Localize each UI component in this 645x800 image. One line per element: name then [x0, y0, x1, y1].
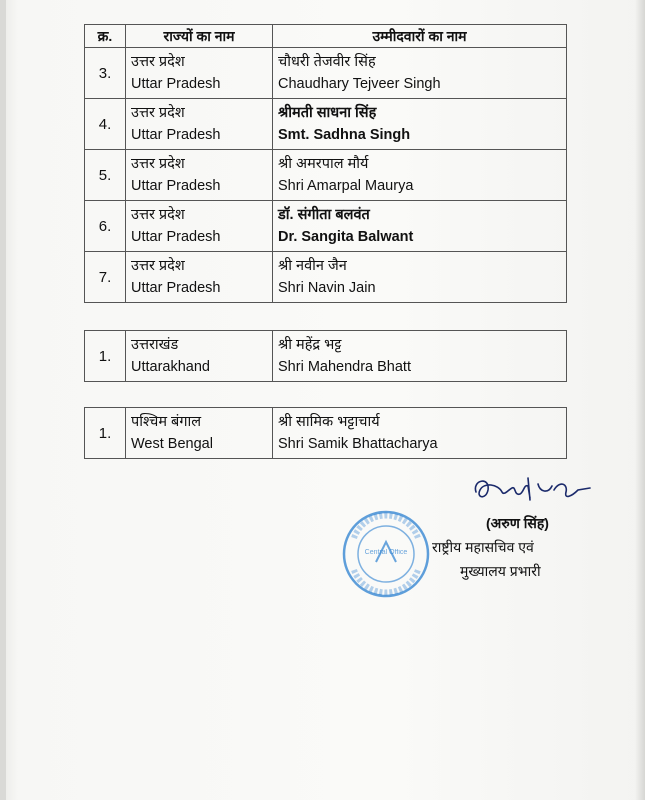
state-name-hindi: उत्तर प्रदेश [131, 258, 185, 274]
header-serial-number: क्र. [85, 25, 126, 48]
table-header-row [85, 25, 567, 48]
row-number: 6. [85, 201, 126, 252]
row-number: 3. [85, 48, 126, 99]
candidate-name-english: Smt. Sadhna Singh [278, 127, 411, 143]
candidate-name-english: Shri Amarpal Maurya [278, 178, 414, 194]
table-row [85, 252, 567, 303]
table-row [85, 150, 567, 201]
header-state-name: राज्यों का नाम [126, 25, 273, 48]
table-row [85, 201, 567, 252]
handwritten-signature [468, 470, 598, 510]
state-name-english: Uttar Pradesh [131, 280, 221, 296]
state-name-hindi: पश्चिम बंगाल [131, 414, 202, 430]
candidate-name-hindi: श्री महेंद्र भट्ट [278, 337, 342, 353]
signatory-title-line2: मुख्यालय प्रभारी [460, 563, 541, 579]
candidate-name-hindi: डॉ. संगीता बलवंत [278, 207, 370, 223]
candidate-name-hindi: श्री नवीन जैन [278, 258, 347, 274]
state-name-english: Uttar Pradesh [131, 229, 221, 245]
state-name-english: Uttarakhand [131, 359, 210, 375]
candidate-name-english: Dr. Sangita Balwant [278, 229, 414, 245]
state-name-hindi: उत्तर प्रदेश [131, 156, 185, 172]
table-row [85, 331, 567, 382]
candidates-table-west-bengal [84, 407, 567, 459]
candidate-name-english: Shri Mahendra Bhatt [278, 359, 411, 375]
signatory-title-line1: राष्ट्रीय महासचिव एवं [432, 539, 534, 555]
state-name-hindi: उत्तर प्रदेश [131, 54, 185, 70]
row-number: 7. [85, 252, 126, 303]
svg-text:Central Office: Central Office [364, 549, 408, 556]
candidate-name-hindi: श्रीमती साधना सिंह [278, 105, 377, 121]
candidate-name-hindi: श्री अमरपाल मौर्य [278, 156, 369, 172]
party-seal-stamp [340, 508, 432, 600]
table-row [85, 99, 567, 150]
state-name-english: Uttar Pradesh [131, 127, 221, 143]
candidate-name-english: Chaudhary Tejveer Singh [278, 76, 441, 92]
candidate-name-english: Shri Samik Bhattacharya [278, 436, 438, 452]
state-name-hindi: उत्तराखंड [131, 337, 179, 353]
state-name-english: West Bengal [131, 436, 213, 452]
candidate-name-english: Shri Navin Jain [278, 280, 376, 296]
state-name-hindi: उत्तर प्रदेश [131, 207, 185, 223]
candidate-name-hindi: चौधरी तेजवीर सिंह [278, 54, 376, 70]
row-number: 1. [85, 331, 126, 382]
signatory-name: (अरुण सिंह) [486, 515, 549, 531]
header-candidate-name: उम्मीदवारों का नाम [273, 25, 567, 48]
signature-block [340, 470, 600, 610]
candidates-table-uttar-pradesh [84, 24, 567, 303]
state-name-english: Uttar Pradesh [131, 178, 221, 194]
row-number: 4. [85, 99, 126, 150]
candidates-table-uttarakhand [84, 330, 567, 382]
page-edge-right [635, 0, 645, 800]
candidate-name-hindi: श्री सामिक भट्टाचार्य [278, 414, 380, 430]
table-row [85, 408, 567, 459]
state-name-english: Uttar Pradesh [131, 76, 221, 92]
table-row [85, 48, 567, 99]
row-number: 1. [85, 408, 126, 459]
state-name-hindi: उत्तर प्रदेश [131, 105, 185, 121]
row-number: 5. [85, 150, 126, 201]
page-edge-left [0, 0, 6, 800]
